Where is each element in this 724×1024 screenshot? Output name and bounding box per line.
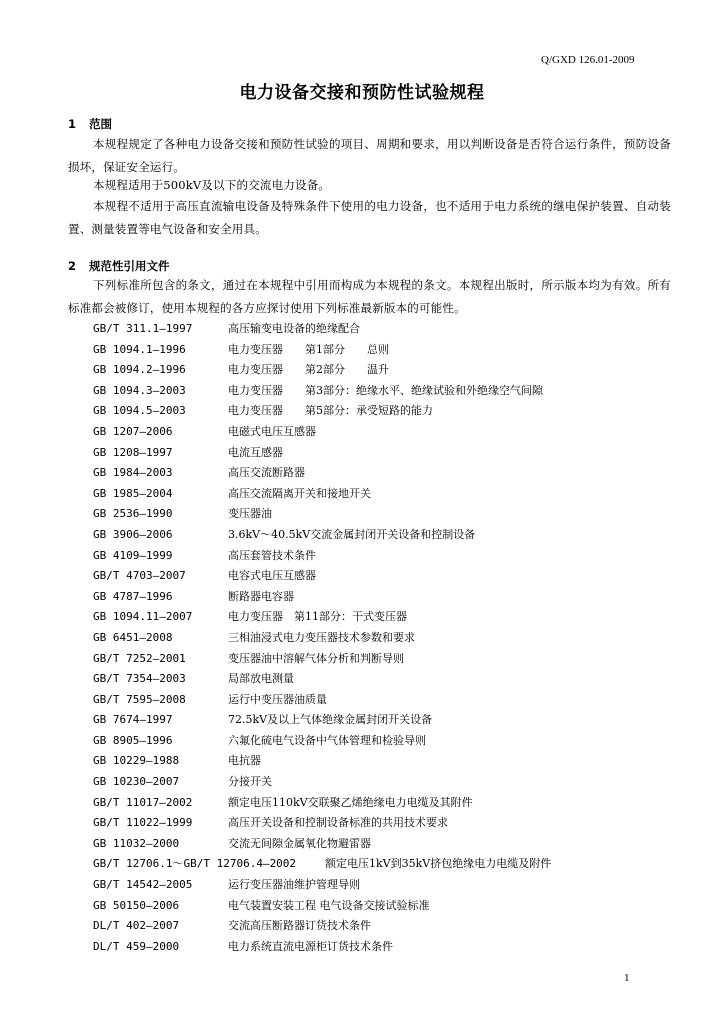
standard-code: GB 8905—1996 bbox=[93, 733, 173, 747]
section-1-number: 1 bbox=[68, 117, 77, 131]
standard-code: GB/T 12706.1～GB/T 12706.4—2002 bbox=[93, 857, 297, 871]
standard-name: 电容式电压互感器 bbox=[228, 569, 316, 583]
standard-code: GB 1094.2—1996 bbox=[93, 363, 186, 377]
standard-name: 高压开关设备和控制设备标准的共用技术要求 bbox=[228, 816, 448, 830]
standard-name: 变压器油 bbox=[228, 507, 272, 521]
standard-name: 电力变压器 第2部分 温升 bbox=[228, 363, 389, 377]
standard-name: 72.5kV及以上气体绝缘金属封闭开关设备 bbox=[228, 713, 433, 727]
section-1-heading bbox=[68, 116, 112, 132]
standard-code: GB 3906—2006 bbox=[93, 527, 173, 541]
standard-name: 断路器电容器 bbox=[228, 589, 294, 603]
standard-code: GB/T 11017—2002 bbox=[93, 795, 193, 809]
standard-code: GB 2536—1990 bbox=[93, 507, 173, 521]
standard-name: 电流互感器 bbox=[228, 445, 283, 459]
standard-code: GB 7674—1997 bbox=[93, 713, 173, 727]
standard-code: GB/T 311.1—1997 bbox=[93, 322, 193, 335]
standard-code: DL/T 459—2000 bbox=[93, 939, 180, 953]
standard-code: GB 11032—2000 bbox=[93, 836, 180, 850]
standard-code: GB 4109—1999 bbox=[93, 548, 173, 562]
standard-name: 电抗器 bbox=[228, 754, 261, 768]
standard-name: 六氟化硫电气设备中气体管理和检验导则 bbox=[228, 733, 426, 747]
standard-code: DL/T 402—2007 bbox=[93, 919, 180, 933]
standard-code: GB 1985—2004 bbox=[93, 486, 173, 500]
standard-name: 高压输变电设备的绝缘配合 bbox=[228, 322, 360, 335]
standard-name: 运行变压器油维护管理导则 bbox=[228, 878, 360, 892]
section-1-paragraph-1: 本规程规定了各种电力设备交接和预防性试验的项目、周期和要求，用以判断设备是否符合运行条件，预防设备损坏，保证安全运行。 bbox=[68, 137, 671, 174]
standard-name: 电磁式电压互感器 bbox=[228, 424, 316, 438]
standard-code: GB 6451—2008 bbox=[93, 630, 173, 644]
standard-code: GB/T 14542—2005 bbox=[93, 878, 193, 892]
section-2-heading bbox=[68, 258, 170, 274]
standard-name: 电力变压器 第1部分 总则 bbox=[228, 342, 389, 356]
standard-name: 3.6kV～40.5kV交流金属封闭开关设备和控制设备 bbox=[228, 527, 476, 541]
standard-name: 分接开关 bbox=[228, 775, 272, 789]
standard-code: GB/T 7354—2003 bbox=[93, 672, 186, 686]
section-2-title: 规范性引用文件 bbox=[89, 259, 170, 273]
standard-name: 交流无间隙金属氧化物避雷器 bbox=[228, 836, 371, 850]
standard-code: GB 1984—2003 bbox=[93, 466, 173, 480]
standard-name: 电气装置安装工程 电气设备交接试验标准 bbox=[228, 898, 430, 912]
standard-name: 额定电压1kV到35kV挤包绝缘电力电缆及附件 bbox=[325, 857, 552, 871]
section-2-number: 2 bbox=[68, 259, 77, 273]
standard-name: 电力变压器 第5部分：承受短路的能力 bbox=[228, 404, 433, 418]
standard-name: 运行中变压器油质量 bbox=[228, 692, 327, 706]
section-2-paragraph: 下列标准所包含的条文，通过在本规程中引用而构成为本规程的条文。本规程出版时，所示版本均为有效。所有标准都会被修订，使用本规程的各方应探讨使用下列标准最新版本的可能性。 bbox=[68, 278, 671, 315]
standard-code: GB 1094.11—2007 bbox=[93, 610, 193, 624]
standard-name: 三相油浸式电力变压器技术参数和要求 bbox=[228, 630, 415, 644]
standard-code: GB 1208—1997 bbox=[93, 445, 173, 459]
standard-code: GB 10229—1988 bbox=[93, 754, 180, 768]
standard-code: GB 10230—2007 bbox=[93, 775, 180, 789]
standard-name: 电力变压器 第3部分：绝缘水平、绝缘试验和外绝缘空气间隙 bbox=[228, 383, 543, 397]
standard-name: 交流高压断路器订货技术条件 bbox=[228, 919, 371, 933]
standard-name: 高压交流断路器 bbox=[228, 466, 305, 480]
standard-code: GB 4787—1996 bbox=[93, 589, 173, 603]
standard-name: 电力系统直流电源柜订货技术条件 bbox=[228, 939, 393, 953]
section-1-paragraph-2: 本规程适用于500kV及以下的交流电力设备。 bbox=[93, 178, 331, 192]
standard-name: 局部放电测量 bbox=[228, 672, 294, 686]
document-code: Q/GXD 126.01-2009 bbox=[541, 54, 635, 66]
standard-code: GB/T 4703—2007 bbox=[93, 569, 186, 583]
standard-code: GB/T 7252—2001 bbox=[93, 651, 186, 665]
standard-code: GB/T 7595—2008 bbox=[93, 692, 186, 706]
section-1-paragraph-3: 本规程不适用于高压直流输电设备及特殊条件下使用的电力设备，也不适用于电力系统的继电保护装置、自动装置、测量装置等电气设备和安全用具。 bbox=[68, 199, 671, 236]
standard-name: 变压器油中溶解气体分析和判断导则 bbox=[228, 651, 404, 665]
standard-code: GB 1094.5—2003 bbox=[93, 404, 186, 418]
standard-name: 高压套管技术条件 bbox=[228, 548, 316, 562]
standard-code: GB 1094.1—1996 bbox=[93, 342, 186, 356]
document-title: 电力设备交接和预防性试验规程 bbox=[239, 83, 485, 103]
standard-code: GB/T 11022—1999 bbox=[93, 816, 193, 830]
standard-code: GB 50150—2006 bbox=[93, 898, 180, 912]
standard-name: 高压交流隔离开关和接地开关 bbox=[228, 486, 371, 500]
standard-name: 电力变压器 第11部分：干式变压器 bbox=[228, 610, 407, 624]
standard-code: GB 1094.3—2003 bbox=[93, 383, 186, 397]
standard-code: GB 1207—2006 bbox=[93, 424, 173, 438]
section-1-title: 范围 bbox=[89, 117, 112, 131]
page-number: 1 bbox=[624, 972, 630, 984]
standard-name: 额定电压110kV交联聚乙烯绝缘电力电缆及其附件 bbox=[228, 795, 473, 809]
